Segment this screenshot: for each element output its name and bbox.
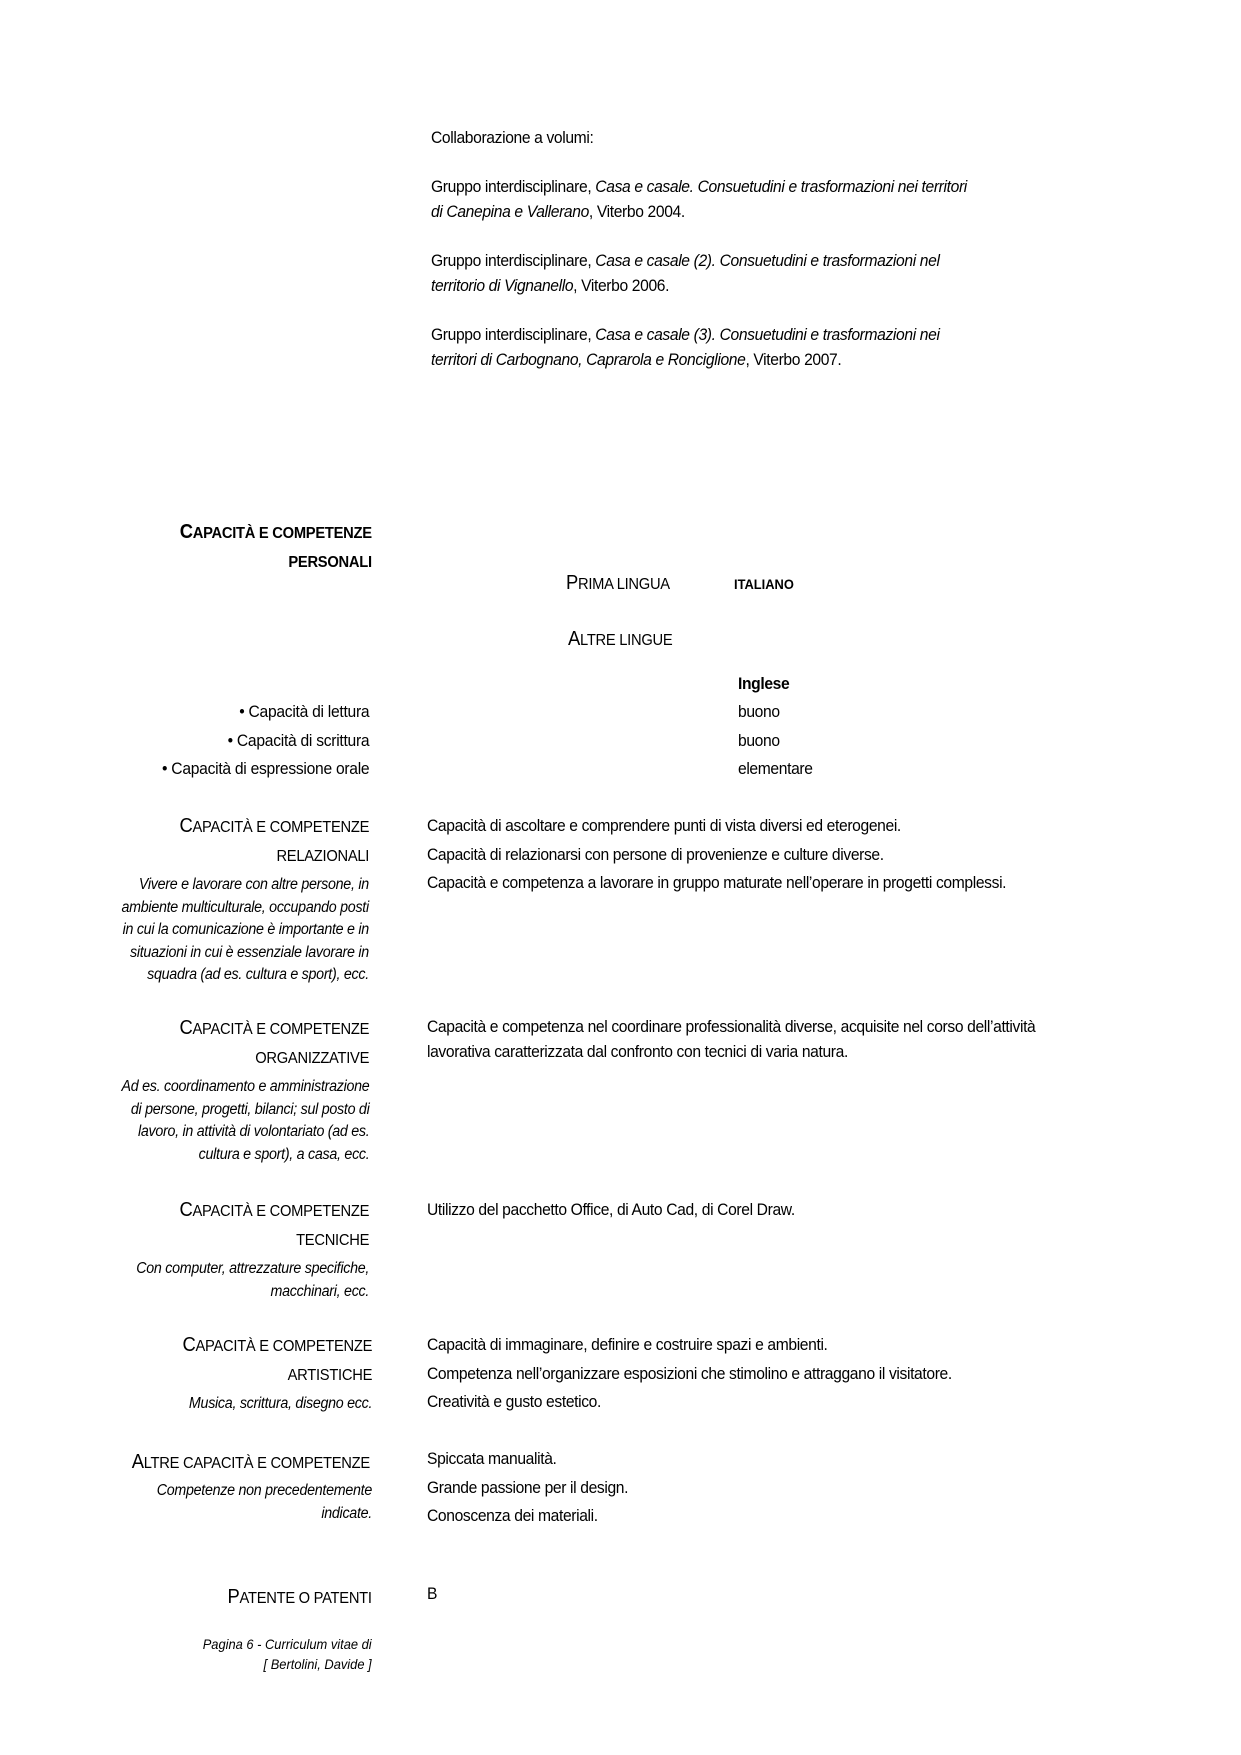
- section-content-technical: Utilizzo del pacchetto Office, di Auto Cad, di Corel Draw.: [427, 1200, 795, 1219]
- section-description-relational: Vivere e lavorare con altre persone, in ambiente multiculturale, occupando posti in cui la comunicazione è importante e in situazioni in cui è essenziale lavorare in squadra (ad es. cultura e sport), ecc.: [121, 876, 369, 983]
- section-content-other: Spiccata manualità. Grande passione per il design. Conoscenza dei materiali.: [427, 1449, 629, 1525]
- language-skill-values: [738, 698, 813, 784]
- footer-author: [ Bertolini, Davide ]: [263, 1656, 372, 1672]
- section-heading-technical: CAPACITÀ E COMPETENZE TECNICHE: [179, 1199, 369, 1249]
- skill-value-writing: buono: [738, 730, 780, 750]
- footer-page-info: Pagina 6 - Curriculum vitae di: [203, 1636, 372, 1652]
- section-heading-organizational: CAPACITÀ E COMPETENZE ORGANIZZATIVE: [179, 1017, 369, 1067]
- publication-item: Gruppo interdisciplinare, Casa e casale (3). Consuetudini e trasformazioni nei territori di Carbognano, Caprarola e Ronciglione, Viterbo 2007.: [431, 325, 940, 369]
- first-language-label: PRIMA LINGUA: [566, 572, 670, 594]
- section-description-other: Competenze non precedentemente indicate.: [156, 1482, 372, 1522]
- publications-block: [431, 125, 1071, 396]
- first-language-value: ITALIANO: [734, 576, 794, 592]
- publications-heading: Collaborazione a volumi:: [431, 128, 594, 147]
- page-footer: [203, 1634, 372, 1674]
- section-heading-other: ALTRE CAPACITÀ E COMPETENZE: [131, 1451, 370, 1473]
- skill-label-reading: • Capacità di lettura: [238, 702, 369, 721]
- license-value: B: [427, 1584, 438, 1603]
- publication-item: Gruppo interdisciplinare, Casa e casale. Consuetudini e trasformazioni nei territori di Canepina e Vallerano, Viterbo 2004.: [431, 177, 967, 221]
- section-heading-artistic: CAPACITÀ E COMPETENZE ARTISTICHE: [182, 1334, 372, 1384]
- section-description-organizational: Ad es. coordinamento e amministrazione di persone, progetti, bilanci; sul posto di lavoro, in attività di volontariato (ad es. cultura e sport), a casa, ecc.: [121, 1078, 369, 1163]
- section-content-artistic: Capacità di immaginare, definire e costruire spazi e ambienti. Competenza nell’organizzare esposizioni che stimolino e attraggano il visitatore. Creatività e gusto estetico.: [427, 1335, 952, 1411]
- publication-item: Gruppo interdisciplinare, Casa e casale (2). Consuetudini e trasformazioni nel territorio di Vignanello, Viterbo 2006.: [431, 251, 940, 295]
- skill-label-speaking: • Capacità di espressione orale: [161, 759, 369, 778]
- section-description-technical: Con computer, attrezzature specifiche, macchinari, ecc.: [136, 1260, 369, 1300]
- language-name: Inglese: [738, 674, 790, 693]
- section-heading-personal: CAPACITÀ E COMPETENZE PERSONALI: [179, 521, 372, 571]
- section-description-artistic: Musica, scrittura, disegno ecc.: [188, 1395, 372, 1412]
- skill-value-reading: buono: [738, 702, 780, 721]
- section-heading-license: PATENTE O PATENTI: [227, 1586, 372, 1608]
- other-languages-label: ALTRE LINGUE: [568, 628, 673, 650]
- section-content-relational: Capacità di ascoltare e comprendere punti di vista diversi ed eterogenei. Capacità di relazionarsi con persone di provenienze e culture diverse. Capacità e competenza a lavorare in gruppo maturate nell’operare in progetti complessi.: [427, 816, 1007, 892]
- section-content-organizational: Capacità e competenza nel coordinare professionalità diverse, acquisite nel corso dell’attività lavorativa caratterizzata dal confronto con tecnici di varia natura.: [427, 1017, 1036, 1061]
- section-heading-relational: CAPACITÀ E COMPETENZE RELAZIONALI: [179, 815, 369, 865]
- language-skill-labels: [162, 698, 369, 784]
- skill-label-writing: • Capacità di scrittura: [227, 730, 369, 750]
- skill-value-speaking: elementare: [738, 759, 813, 778]
